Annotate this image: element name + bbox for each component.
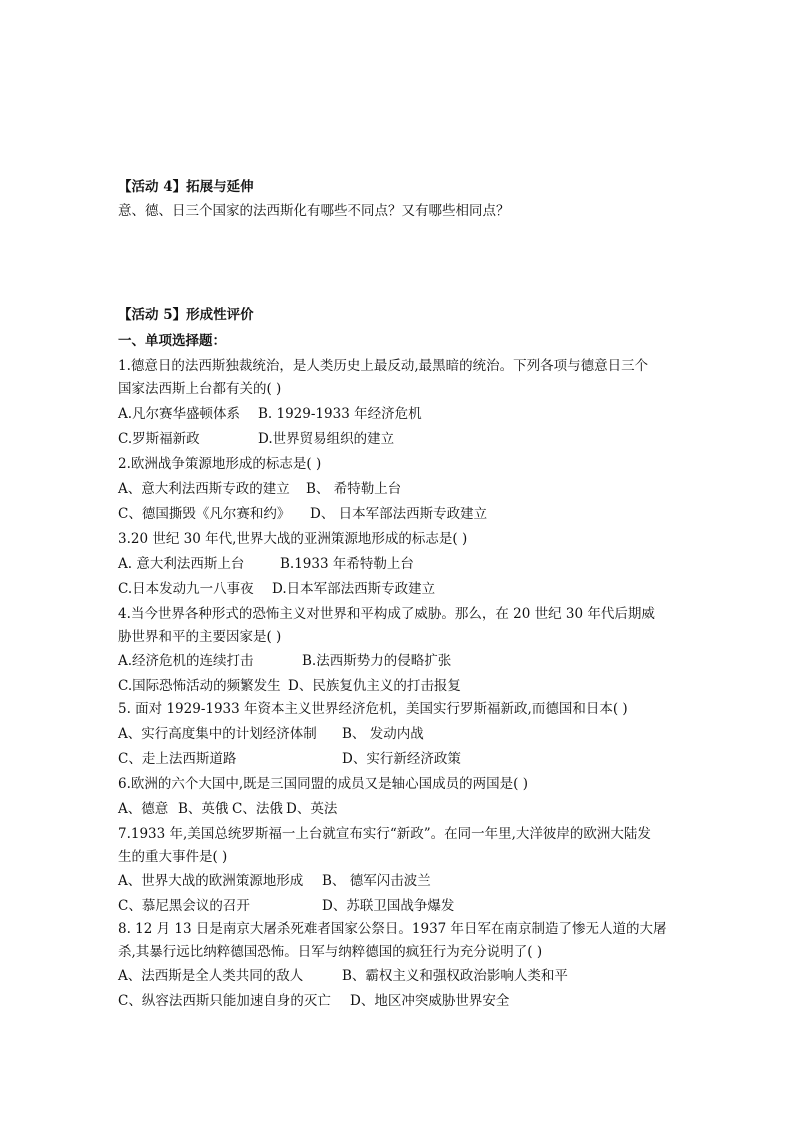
- q1-stem-line2: 国家法西斯上台都有关的( ): [118, 381, 282, 397]
- q2-option-d: D、 日本军部法西斯专政建立: [310, 506, 488, 522]
- q3-option-b: B.1933 年希特勒上台: [280, 556, 414, 572]
- q6-option-d: D、英法: [286, 801, 338, 817]
- q1-option-d: D.世界贸易组织的建立: [258, 431, 395, 447]
- q7-option-d: D、苏联卫国战争爆发: [322, 898, 455, 914]
- q4-stem-line1: 4.当今世界各种形式的恐怖主义对世界和平构成了威胁。那么，在 20 世纪 30 年代后期威: [118, 606, 655, 622]
- section-single-choice: 一、单项选择题：: [118, 333, 226, 349]
- q8-stem-line1: 8. 12 月 13 日是南京大屠杀死难者国家公祭日。1937 年日军在南京制造了惨无人道的大屠: [118, 921, 667, 937]
- q5-stem: 5. 面对 1929-1933 年资本主义世界经济危机，美国实行罗斯福新政,而德国和日本( ): [118, 701, 628, 717]
- q1-option-b: B. 1929-1933 年经济危机: [258, 406, 422, 422]
- q5-option-c: C、走上法西斯道路: [118, 751, 237, 767]
- q8-stem-line2: 杀,其暴行远比纳粹德国恐怖。日军与纳粹德国的疯狂行为充分说明了( ): [118, 944, 543, 960]
- q2-option-b: B、 希特勒上台: [306, 481, 402, 497]
- q5-option-d: D、实行新经济政策: [342, 751, 461, 767]
- activity5-title: 【活动 5】形成性评价: [118, 307, 254, 323]
- q4-option-c: C.国际恐怖活动的频繁发生: [118, 678, 281, 694]
- q8-option-b: B、霸权主义和强权政治影响人类和平: [342, 968, 568, 984]
- q8-option-a: A、法西斯是全人类共同的敌人: [118, 968, 304, 984]
- q3-option-a: A. 意大利法西斯上台: [118, 556, 245, 572]
- q6-option-a: A、德意: [118, 801, 169, 817]
- q2-option-c: C、德国撕毁《凡尔赛和约》: [118, 506, 291, 522]
- q4-option-a: A.经济危机的连续打击: [118, 653, 254, 669]
- q2-stem: 2.欧洲战争策源地形成的标志是( ): [118, 456, 322, 472]
- q7-option-b: B、 德军闪击波兰: [322, 873, 431, 889]
- q6-option-c: C、法俄: [232, 801, 283, 817]
- q4-option-d: D、民族复仇主义的打击报复: [288, 678, 461, 694]
- q8-option-d: D、地区冲突威胁世界安全: [350, 993, 510, 1009]
- q1-stem-line1: 1.德意日的法西斯独裁统治，是人类历史上最反动,最黑暗的统治。下列各项与德意日三个: [118, 358, 649, 374]
- q1-option-c: C.罗斯福新政: [118, 431, 200, 447]
- q7-option-c: C、慕尼黑会议的召开: [118, 898, 250, 914]
- q1-option-a: A.凡尔赛华盛顿体系: [118, 406, 241, 422]
- q3-option-c: C.日本发动九一八事夜: [118, 581, 254, 597]
- activity4-title: 【活动 4】拓展与延伸: [118, 179, 254, 195]
- q8-option-c: C、纵容法西斯只能加速自身的灭亡: [118, 993, 331, 1009]
- q5-option-a: A、实行高度集中的计划经济体制: [118, 726, 317, 742]
- q5-option-b: B、 发动内战: [342, 726, 424, 742]
- q6-stem: 6.欧洲的六个大国中,既是三国同盟的成员又是轴心国成员的两国是( ): [118, 776, 528, 792]
- q4-option-b: B.法西斯势力的侵略扩张: [302, 653, 452, 669]
- q3-stem: 3.20 世纪 30 年代,世界大战的亚洲策源地形成的标志是( ): [118, 531, 468, 547]
- q2-option-a: A、意大利法西斯专政的建立: [118, 481, 290, 497]
- q7-stem-line2: 生的重大事件是( ): [118, 849, 228, 865]
- activity4-question: 意、德、日三个国家的法西斯化有哪些不同点？又有哪些相同点？: [118, 203, 510, 219]
- q6-option-b: B、英俄: [178, 801, 229, 817]
- q4-stem-line2: 胁世界和平的主要因家是( ): [118, 629, 282, 645]
- q3-option-d: D.日本军部法西斯专政建立: [272, 581, 436, 597]
- q7-option-a: A、世界大战的欧洲策源地形成: [118, 873, 304, 889]
- q7-stem-line1: 7.1933 年,美国总统罗斯福一上台就宣布实行“新政”。在同一年里,大洋彼岸的欧洲大陆发: [118, 826, 651, 842]
